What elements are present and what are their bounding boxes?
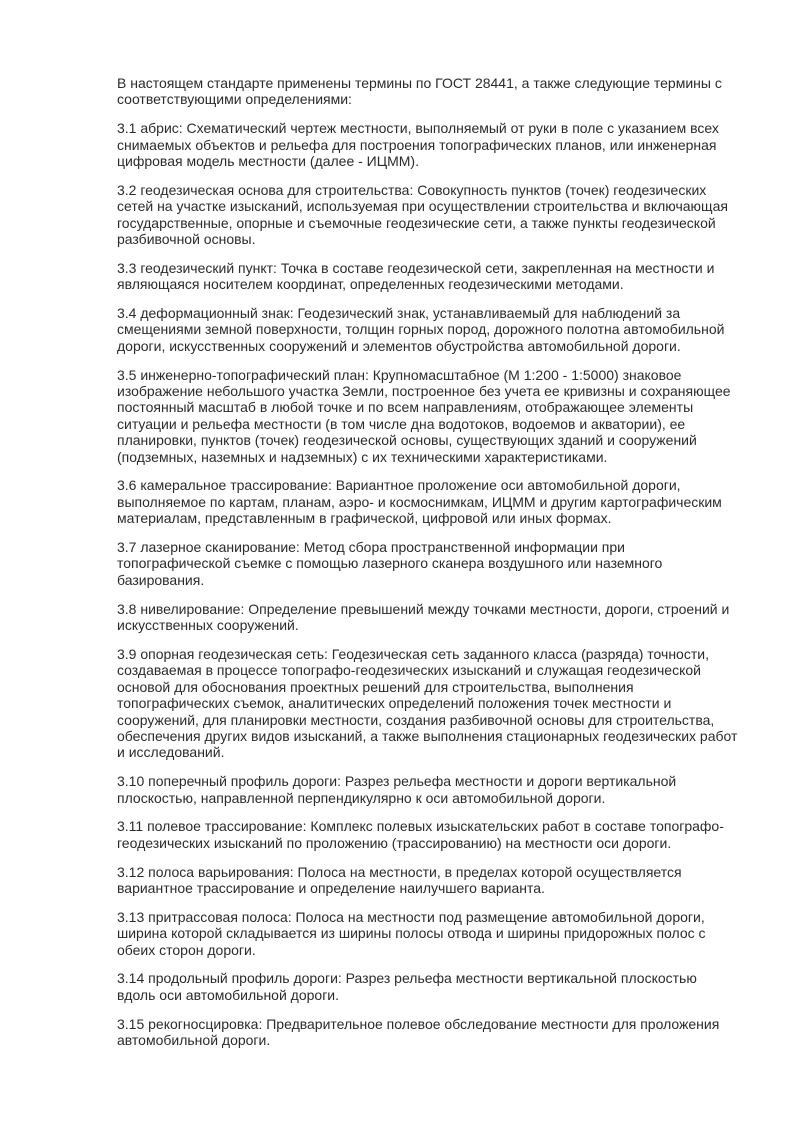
- term-3-7: 3.7 лазерное сканирование: Метод сбора пространственной информации при топографической съемке с помощью лазерного сканера воздушного или наземного базирования.: [117, 539, 663, 588]
- intro-paragraph: В настоящем стандарте применены термины по ГОСТ 28441, а также следующие термины с соответствующими определениями:: [117, 75, 722, 108]
- term-3-14: 3.14 продольный профиль дороги: Разрез рельефа местности вертикальной плоскостью вдоль оси автомобильной дороги.: [117, 970, 697, 1003]
- term-3-9: 3.9 опорная геодезическая сеть: Геодезическая сеть заданного класса (разряда) точности, создаваемая в процессе топографо-геодезических изысканий и служащая геодезической основой для обоснования проектных решений для строительства, выполнения топографических съемок, аналитических определений положения точек местности и сооружений, для планировки местности, создания разбивочной основы для строительства, обеспечения других видов изысканий, а также выполнения стационарных геодезических работ и исследований.: [117, 645, 738, 761]
- term-3-4: 3.4 деформационный знак: Геодезический знак, устанавливаемый для наблюдений за смещениями земной поверхности, толщин горных пород, дорожного полотна автомобильной дороги, искусственных сооружений и элементов обустройства автомобильной дороги.: [117, 305, 725, 354]
- term-3-3: 3.3 геодезический пункт: Точка в составе геодезической сети, закрепленная на местности и являющаяся носителем координат, определенных геодезическими методами.: [117, 259, 715, 293]
- term-3-10: 3.10 поперечный профиль дороги: Разрез рельефа местности и дороги вертикальной плоскостью, направленной перпендикулярно к оси автомобильной дороги.: [117, 773, 677, 806]
- term-3-8: 3.8 нивелирование: Определение превышений между точками местности, дороги, строений и искусственных сооружений.: [117, 600, 730, 634]
- term-3-12: 3.12 полоса варьирования: Полоса на местности, в пределах которой осуществляется вариантное трассирование и определение наилучшего варианта.: [117, 863, 682, 896]
- term-3-13: 3.13 притрассовая полоса: Полоса на местности под размещение автомобильной дороги, ширина которой складывается из ширины полосы отвода и ширины придорожных полос с обеих сторон дороги.: [117, 908, 706, 958]
- term-3-15: 3.15 рекогносцировка: Предварительное полевое обследование местности для проложения автомобильной дороги.: [117, 1015, 720, 1048]
- document-page: [117, 75, 739, 1061]
- term-3-5: 3.5 инженерно-топографический план: Крупномасштабное (М 1:200 - 1:5000) знаковое изображение небольшого участка Земли, построенное без учета ее кривизны и сохраняющее постоянный масштаб в любой точке и по всем направлениям, отображающее элементы ситуации и рельефа местности (в том числе дна водотоков, водоемов и акватории), ее планировки, пунктов (точек) геодезической основы, существующих зданий и сооружений (подземных, наземных и надземных) с их техническими характеристиками.: [117, 366, 731, 465]
- term-3-6: 3.6 камеральное трассирование: Вариантное проложение оси автомобильной дороги, выполняемое по картам, планам, аэро- и космоснимкам, ИЦММ и другим картографическим материалам, представленным в графической, цифровой или иных формах.: [117, 477, 722, 527]
- term-3-1: 3.1 абрис: Схематический чертеж местности, выполняемый от руки в поле с указанием всех снимаемых объектов и рельефа для построения топографических планов, или инженерная цифровая модель местности (далее - ИЦММ).: [117, 120, 719, 170]
- term-3-11: 3.11 полевое трассирование: Комплекс полевых изыскательских работ в составе топографо-геодезических изысканий по проложению (трассированию) на местности оси дороги.: [117, 818, 724, 851]
- term-3-2: 3.2 геодезическая основа для строительства: Совокупность пунктов (точек) геодезических сетей на участке изысканий, используемая при осуществлении строительства и включающая государственные, опорные и съемочные геодезические сети, а также пункты геодезической разбивочной основы.: [117, 181, 728, 248]
